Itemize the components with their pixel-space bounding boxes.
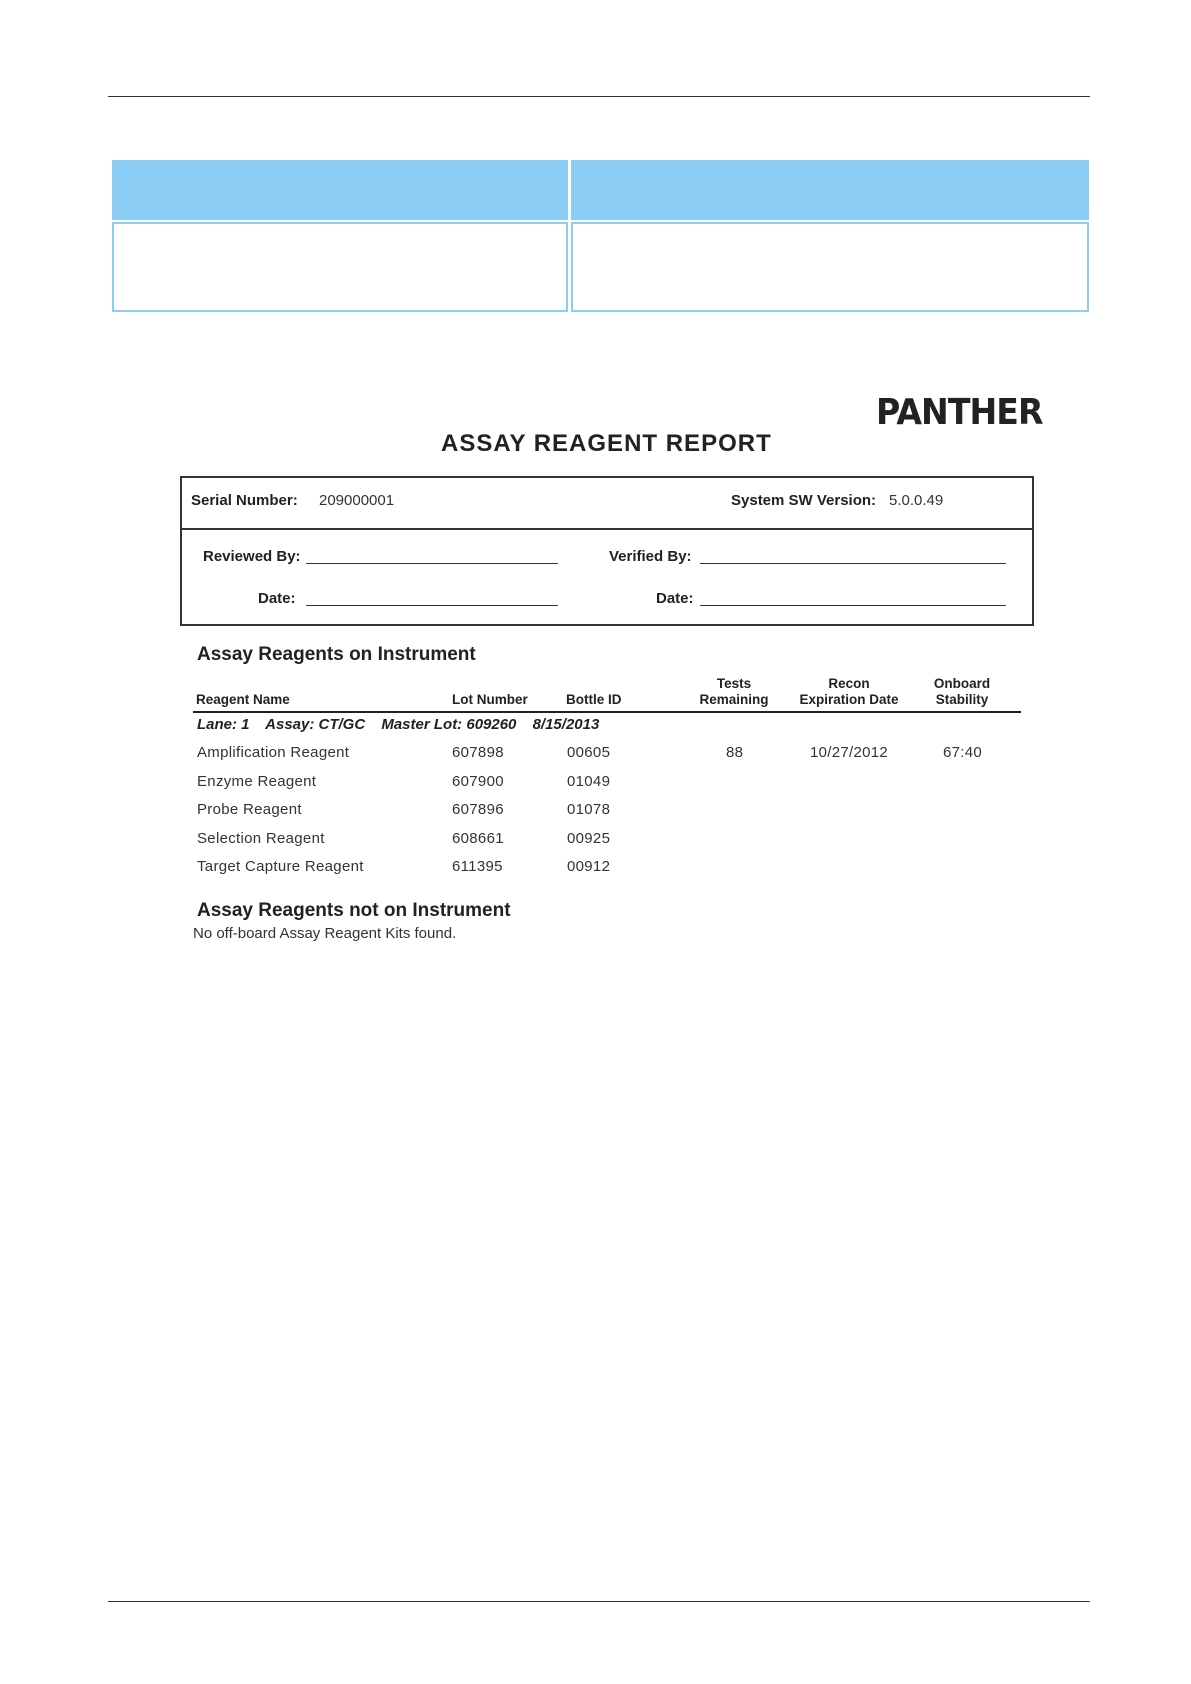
reagent-name: Probe Reagent: [197, 801, 302, 818]
header-rule: [108, 96, 1090, 97]
recon-expiration-date: 10/27/2012: [810, 744, 889, 761]
table-body-cell-right: [571, 222, 1089, 312]
table-header-cell-left: [112, 160, 568, 220]
col-tests-line1: Tests: [716, 676, 752, 691]
verified-date-label: Date:: [656, 590, 694, 607]
col-tests-line2: Remaining: [699, 692, 769, 707]
header-underline: [193, 711, 1021, 713]
tests-remaining: 88: [726, 744, 744, 761]
table-header-cell-right: [571, 160, 1089, 220]
reviewed-by-label: Reviewed By:: [203, 548, 301, 565]
col-recon-expiration: [790, 676, 908, 708]
lane-info: [197, 716, 611, 733]
bottle-id: 00912: [567, 858, 611, 875]
lot-number: 607898: [452, 744, 504, 761]
no-offboard-message: No off-board Assay Reagent Kits found.: [193, 925, 457, 942]
onboard-stability: 67:40: [943, 744, 983, 761]
bottle-id: 01049: [567, 773, 611, 790]
not-on-instrument-title: Assay Reagents not on Instrument: [197, 900, 511, 921]
serial-number-label: Serial Number:: [191, 492, 298, 509]
table-row: [0, 744, 1191, 772]
serial-number-value: 209000001: [319, 492, 395, 509]
col-onboard-line2: Stability: [935, 692, 989, 707]
reagent-name: Target Capture Reagent: [197, 858, 364, 875]
col-recon-line1: Recon: [828, 676, 870, 691]
col-bottle-id: Bottle ID: [566, 692, 622, 707]
info-divider: [182, 528, 1032, 530]
lane-master-lot: Master Lot: 609260: [381, 716, 517, 733]
reviewed-date-label: Date:: [258, 590, 296, 607]
table-row: [0, 858, 1191, 886]
reviewed-date-line: [306, 605, 558, 606]
sw-version-label: System SW Version:: [731, 492, 877, 509]
lane-number: Lane: 1: [197, 716, 250, 733]
lot-number: 611395: [452, 858, 503, 875]
col-recon-line2: Expiration Date: [799, 692, 899, 707]
sw-version-value: 5.0.0.49: [889, 492, 944, 509]
col-lot-number: Lot Number: [452, 692, 528, 707]
lane-assay: Assay: CT/GC: [265, 716, 366, 733]
report-info-box: [180, 476, 1034, 626]
col-onboard-stability: [922, 676, 1002, 708]
verified-date-line: [700, 605, 1006, 606]
lot-number: 607896: [452, 801, 504, 818]
table-row: [0, 830, 1191, 858]
lot-number: 608661: [452, 830, 504, 847]
bottle-id: 00925: [567, 830, 611, 847]
table-body-cell-left: [112, 222, 568, 312]
panther-logo: PANTHER: [876, 392, 1043, 433]
table-row: [0, 773, 1191, 801]
reviewed-by-signature-line: [306, 563, 558, 564]
on-instrument-title: Assay Reagents on Instrument: [197, 644, 476, 665]
col-tests-remaining: [690, 676, 778, 708]
table-row: [0, 801, 1191, 829]
reagent-name: Enzyme Reagent: [197, 773, 317, 790]
verified-by-label: Verified By:: [609, 548, 692, 565]
report-title: ASSAY REAGENT REPORT: [441, 430, 772, 457]
reagent-name: Selection Reagent: [197, 830, 325, 847]
bottle-id: 00605: [567, 744, 611, 761]
reagent-name: Amplification Reagent: [197, 744, 350, 761]
col-reagent-name: Reagent Name: [196, 692, 290, 707]
lot-number: 607900: [452, 773, 504, 790]
footer-rule: [108, 1601, 1090, 1602]
verified-by-signature-line: [700, 563, 1006, 564]
col-onboard-line1: Onboard: [933, 676, 991, 691]
lane-date: 8/15/2013: [532, 716, 600, 733]
bottle-id: 01078: [567, 801, 611, 818]
